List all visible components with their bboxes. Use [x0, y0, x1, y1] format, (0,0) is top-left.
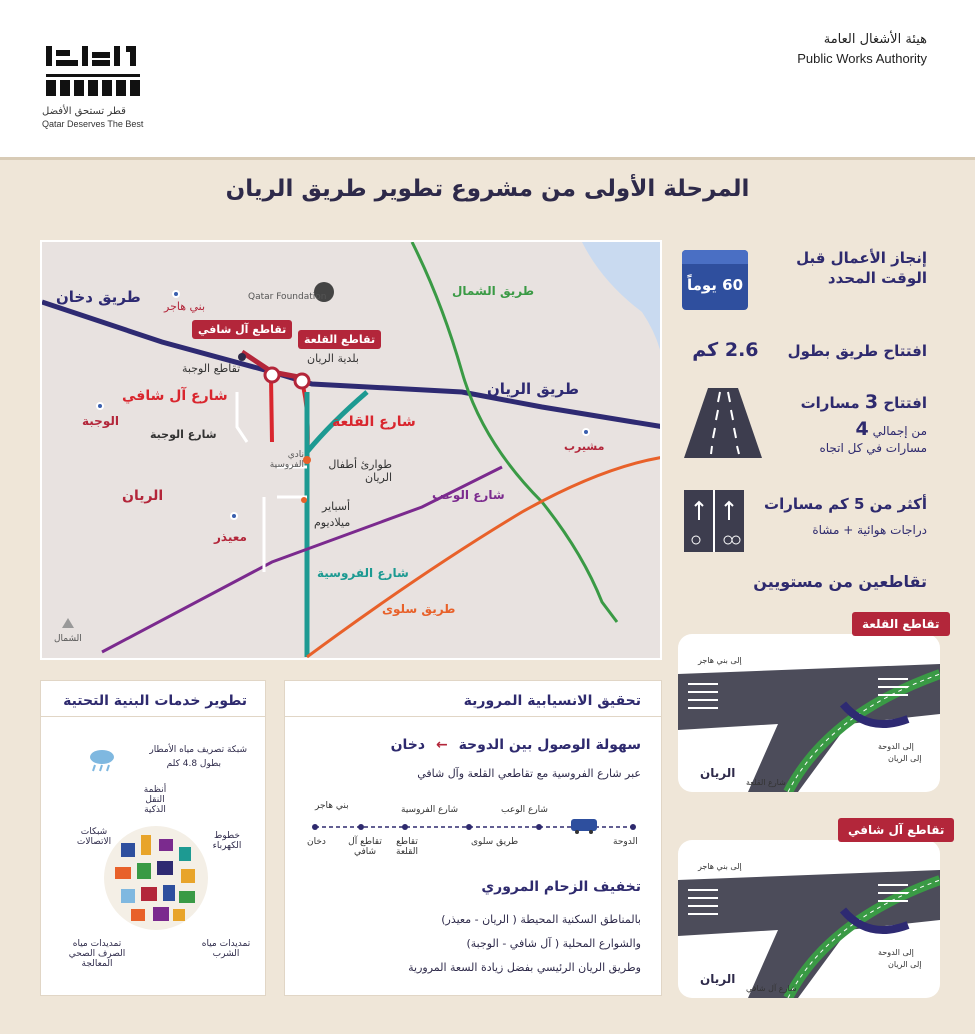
congestion-title: تخفيف الزحام المروري: [481, 879, 641, 895]
place-equestrian: نادي الفروسية: [269, 450, 304, 470]
stat-bike-sub: دراجات هوائية + مشاة: [812, 523, 927, 537]
to-rayyan-label: إلى الريان: [888, 960, 922, 969]
place-bani-hajer: بني هاجر: [164, 300, 206, 313]
tag-qalaa: تقاطع القلعة: [298, 330, 381, 349]
route-al-shafi: تقاطع آل شافي: [348, 837, 382, 857]
arrow-icon: ←: [435, 737, 448, 753]
to-bani-hajer-label: إلى بني هاجر: [698, 862, 742, 871]
stat-early-completion: [757, 248, 927, 288]
org-name: [797, 32, 927, 66]
place-rayyan-municipality: بلدية الريان: [307, 352, 359, 365]
road-al-shafi: [271, 377, 272, 442]
to-doha-label: إلى الدوحة: [878, 742, 914, 751]
stat-lanes-sub-b: مسارات في كل اتجاه: [819, 441, 927, 455]
label-drinking-water: تمديدات مياه الشرب: [201, 939, 251, 959]
traffic-box: [284, 680, 662, 996]
route-doha: الدوحة: [613, 837, 638, 847]
to-doha-label: إلى الدوحة: [878, 948, 914, 957]
ashghal-logo-mark: [42, 42, 142, 100]
street-label: شارع آل شافي: [746, 984, 797, 993]
label-furousiya: شارع الفروسية: [317, 566, 409, 580]
interchange-card-qalaa: [678, 634, 940, 792]
to-rayyan-label: إلى الريان: [888, 754, 922, 763]
stat-length-value: 2.6 كم: [692, 339, 759, 361]
label-salwa: طريق سلوى: [382, 602, 456, 616]
project-map: [40, 240, 662, 660]
stat-bike: [727, 494, 927, 539]
place-wajba: الوجبة: [82, 414, 119, 428]
label-shamal: طريق الشمال: [452, 284, 535, 298]
interchange-card-al-shafi: [678, 840, 940, 998]
label-telecom: شبكات الاتصالات: [76, 827, 112, 847]
access-sub: عبر شارع الفروسية مع تقاطعي القلعة وآل شافي: [417, 767, 641, 780]
label-power: خطوط الكهرباء: [212, 831, 242, 851]
label-waab: شارع الوعب: [432, 488, 505, 502]
place-foundation: Qatar Foundation: [248, 292, 327, 302]
route-dukhan: دخان: [307, 837, 326, 847]
infra-title: تطوير خدمات البنية التحتية: [63, 693, 247, 709]
route-waab: شارع الوعب: [501, 805, 548, 815]
stat-lanes-a: افتتاح: [883, 394, 927, 412]
access-title: سهولة الوصول بين الدوحة: [458, 737, 641, 753]
stat-lanes-num: 3: [864, 391, 879, 413]
car-icon: [571, 819, 597, 831]
label-al-shafi-street: شارع آل شافي: [122, 388, 228, 404]
place-mushaireb: مشيرب: [564, 440, 605, 453]
place-melladium: ميلاديوم: [314, 516, 351, 529]
interchange-tag-qalaa: تقاطع القلعة: [852, 612, 950, 636]
route-bani-hajer: بني هاجر: [315, 801, 349, 811]
north-arrow-icon: [62, 618, 74, 628]
label-rayyan-road: طريق الريان: [487, 380, 580, 398]
location-pin-icon: [230, 512, 238, 520]
page-title: المرحلة الأولى من مشروع تطوير طريق الريان: [225, 176, 750, 202]
access-to: دخان: [390, 737, 426, 753]
label-wajba-street: شارع الوجبة: [150, 428, 217, 441]
al-shafi-node: [265, 368, 279, 382]
drainage-label: شبكة تصريف مياه الأمطار: [149, 745, 247, 755]
area-label: الريان: [700, 766, 736, 780]
place-kids-emergency: طوارئ أطفال الريان: [328, 458, 392, 484]
stat-road-length: [677, 340, 927, 361]
label-sewer: تمديدات مياه الصرف الصحي المعالجة: [68, 939, 126, 969]
org-name-ar: هيئة الأشغال العامة: [823, 32, 927, 47]
org-name-en: Public Works Authority: [797, 51, 927, 66]
stat-lanes: [727, 392, 927, 457]
route-salwa: طريق سلوى: [471, 837, 519, 847]
stat-interchanges-title: تقاطعين من مستويين: [753, 572, 927, 591]
calendar-icon: [682, 250, 748, 310]
access-line: [391, 737, 641, 753]
stat-interchanges: [687, 572, 927, 592]
stat-lanes-b: مسارات: [800, 394, 860, 412]
rain-cloud-icon: [87, 747, 117, 773]
label-qalaa-street: شارع القلعة: [332, 414, 416, 430]
ashghal-logo: [42, 42, 152, 129]
place-rayyan: الريان: [122, 488, 164, 504]
place-wajba-interchange: تقاطع الوجبة: [182, 362, 241, 375]
drainage-length: بطول 4.8 كلم: [166, 759, 221, 769]
qalaa-node: [295, 374, 309, 388]
infra-box: [40, 680, 266, 996]
label-smart-transport: أنظمة النقل الذكية: [143, 785, 167, 815]
stat-bike-title: أكثر من 5 كم مسارات: [764, 495, 927, 513]
location-pin-icon: [582, 428, 590, 436]
logo-tagline-en: Qatar Deserves The Best: [42, 119, 144, 129]
location-pin-icon: [96, 402, 104, 410]
calendar-value: 60 يوماً: [686, 276, 744, 294]
bullet-1: بالمناطق السكنية المحيطة ( الريان - معيذر): [441, 913, 641, 926]
to-bani-hajer-label: إلى بني هاجر: [698, 656, 742, 665]
label-north: الشمال: [54, 634, 82, 644]
route-qalaa: تقاطع القلعة: [396, 837, 418, 857]
bullet-3: وطريق الريان الرئيسي بفضل زيادة السعة المرورية: [408, 961, 641, 974]
stat-lanes-sub-num: 4: [855, 418, 869, 440]
stat-length-title: افتتاح طريق بطول: [787, 342, 927, 360]
location-pin-icon: [172, 290, 180, 298]
place-muaither: معيذر: [214, 530, 247, 544]
route-furousiya: شارع الفروسية: [401, 805, 459, 815]
header: [0, 0, 975, 160]
stat-early-title: إنجاز الأعمال قبل الوقت المحدد: [796, 249, 927, 287]
route-line: [309, 817, 639, 837]
traffic-title: تحقيق الانسيابية المرورية: [463, 693, 641, 709]
road-salwa: [307, 457, 662, 657]
stat-lanes-sub-a: من إجمالي: [872, 424, 927, 438]
bullet-2: والشوارع المحلية ( آل شافي - الوجبة): [466, 937, 641, 950]
logo-tagline-ar: قطر تستحق الأفضل: [42, 106, 126, 117]
label-dukhan: طريق دخان: [56, 288, 141, 306]
area-label: الريان: [700, 972, 736, 986]
place-aspire: أسباير: [322, 500, 351, 513]
tag-al-shafi: تقاطع آل شافي: [192, 320, 292, 339]
street-label: شارع القلعة: [746, 778, 786, 787]
interchange-tag-al-shafi: تقاطع آل شافي: [838, 818, 954, 842]
